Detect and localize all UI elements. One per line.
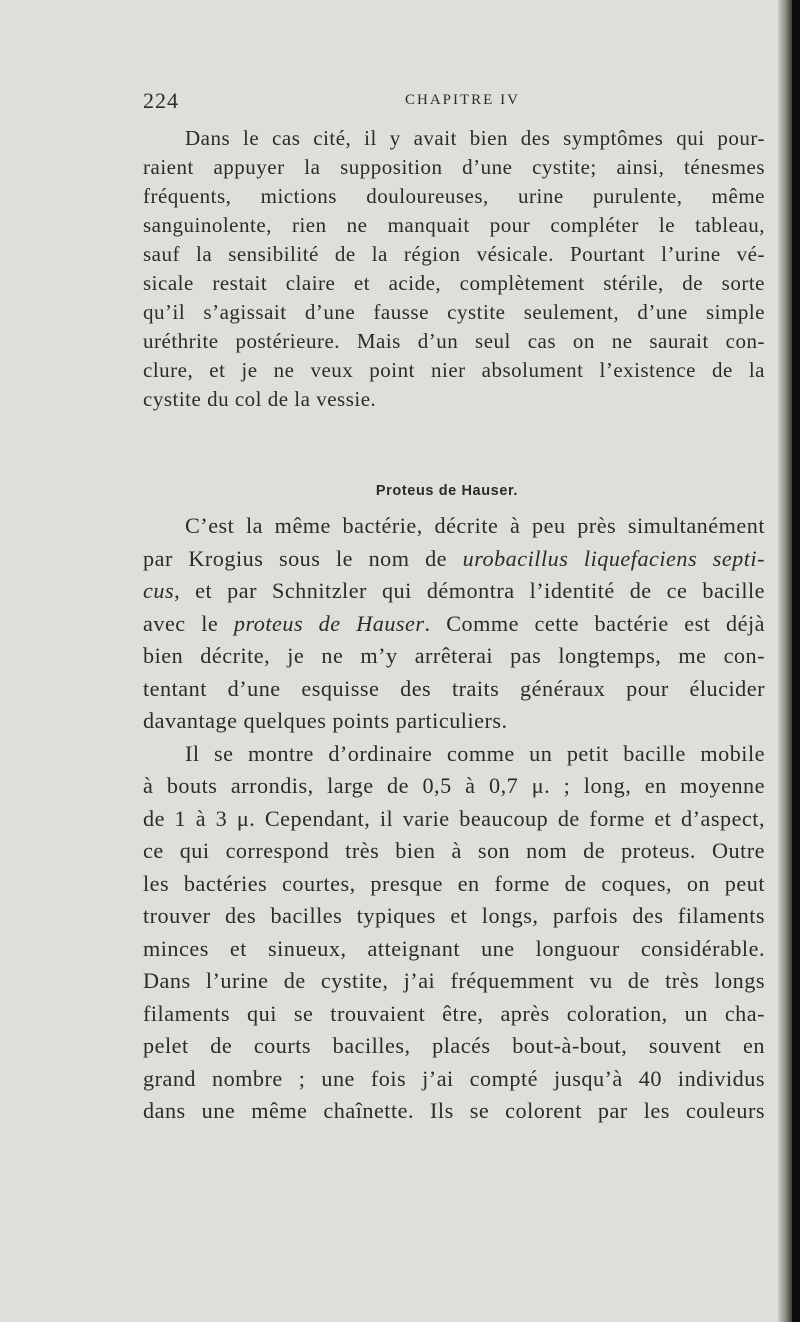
page-header bbox=[0, 88, 782, 118]
text-line: davantage quelques points particuliers. bbox=[143, 708, 508, 733]
text-line: minces et sinueux, atteignant une longuour considérable. bbox=[143, 935, 765, 961]
text-line: trouver des bacilles typiques et longs, parfois des filaments bbox=[143, 903, 765, 928]
running-head: CHAPITRE IV bbox=[405, 92, 520, 108]
text-line bbox=[143, 543, 765, 576]
binding-edge bbox=[792, 0, 800, 1322]
text-line: bien décrite, je ne m’y arrêterai pas longtemps, me con- bbox=[143, 643, 765, 668]
text-line: Dans l’urine de cystite, j’ai fréquemment vu de très longs bbox=[143, 968, 765, 993]
text-line: dans une même chaînette. Ils se colorent par les couleurs bbox=[143, 1098, 765, 1123]
text-line: Dans le cas cité, il y avait bien des symptômes qui pour- bbox=[185, 126, 765, 150]
text-run: avec le bbox=[143, 610, 234, 636]
text-line: raient appuyer la supposition d’une cystite; ainsi, ténesmes bbox=[143, 155, 765, 179]
text-run: par Krogius sous le nom de bbox=[143, 545, 463, 571]
paragraph-proteus bbox=[143, 510, 765, 1128]
italic-term: proteus de Hauser bbox=[233, 610, 425, 636]
text-line: tentant d’une esquisse des traits généraux pour élucider bbox=[143, 675, 765, 701]
italic-term: cus bbox=[143, 578, 175, 603]
text-line: C’est la même bactérie, décrite à peu près simultanément bbox=[185, 513, 765, 538]
text-line: pelet de courts bacilles, placés bout-à-bout, souvent en bbox=[143, 1033, 765, 1058]
text-line: à bouts arrondis, large de 0,5 à 0,7 μ. ; long, en moyenne bbox=[143, 773, 765, 798]
text-line: les bactéries courtes, presque en forme de coques, on peut bbox=[143, 870, 765, 896]
text-line: fréquents, mictions douloureuses, urine purulente, même bbox=[143, 184, 765, 208]
italic-term: urobacillus liquefaciens septi- bbox=[462, 545, 765, 571]
text-line bbox=[143, 608, 765, 641]
text-line bbox=[143, 575, 765, 608]
text-line: sicale restait claire et acide, complètement stérile, de sorte bbox=[143, 271, 765, 295]
text-line: grand nombre ; une fois j’ai compté jusqu’à 40 individus bbox=[143, 1065, 765, 1091]
text-line: cystite du col de la vessie. bbox=[143, 387, 377, 411]
section-heading bbox=[0, 483, 782, 499]
text-line: filaments qui se trouvaient être, après coloration, un cha- bbox=[143, 1000, 765, 1026]
text-run: . Comme cette bactérie est déjà bbox=[424, 610, 765, 636]
text-line: Il se montre d’ordinaire comme un petit bacille mobile bbox=[185, 740, 765, 766]
text-line: uréthrite postérieure. Mais d’un seul cas on ne saurait con- bbox=[143, 329, 765, 353]
text-line: qu’il s’agissait d’une fausse cystite seulement, d’une simple bbox=[143, 300, 765, 324]
paragraph-cystite bbox=[143, 124, 765, 414]
text-line: de 1 à 3 μ. Cependant, il varie beaucoup de forme et d’aspect, bbox=[143, 805, 765, 831]
text-run: , et par Schnitzler qui démontra l’identité de ce bacille bbox=[174, 578, 765, 603]
page-number: 224 bbox=[143, 88, 179, 113]
section-heading-text: Proteus de Hauser. bbox=[375, 483, 519, 499]
text-line: sauf la sensibilité de la région vésicale. Pourtant l’urine vé- bbox=[143, 242, 765, 266]
text-line: clure, et je ne veux point nier absolument l’existence de la bbox=[143, 358, 765, 382]
text-line: sanguinolente, rien ne manquait pour compléter le tableau, bbox=[143, 213, 765, 237]
text-line: ce qui correspond très bien à son nom de proteus. Outre bbox=[143, 838, 765, 863]
